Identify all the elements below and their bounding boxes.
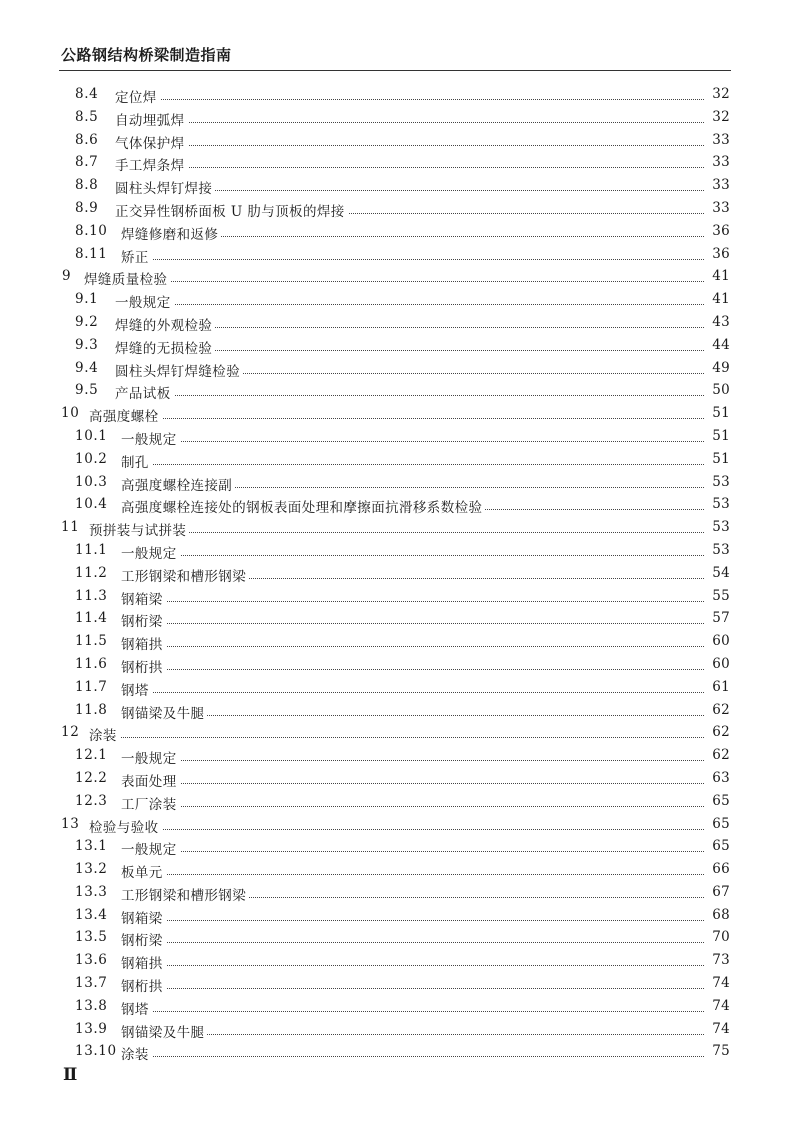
toc-section-entry[interactable] <box>0 790 790 813</box>
toc-entry-page: 74 <box>704 1021 730 1037</box>
toc-entry-title: 一般规定 <box>121 428 180 448</box>
toc-chapter-entry[interactable] <box>0 265 790 288</box>
toc-leader-dots <box>164 621 724 624</box>
toc-entry-title: 制孔 <box>121 451 152 471</box>
toc-entry-number: 8.5 <box>75 108 99 125</box>
toc-entry-number: 8.8 <box>75 177 99 194</box>
toc-entry-number: 13.2 <box>75 861 108 878</box>
running-header <box>59 40 731 71</box>
toc-entry-number: 13.7 <box>75 975 108 992</box>
toc-chapter-entry[interactable] <box>0 721 790 744</box>
toc-leader-dots <box>164 986 724 989</box>
toc-entry-title: 气体保护焊 <box>115 132 188 152</box>
toc-entry-number: 8.6 <box>75 131 99 148</box>
toc-entry-number: 10.2 <box>75 450 108 467</box>
toc-section-entry[interactable] <box>0 835 790 858</box>
toc-section-entry[interactable] <box>0 949 790 972</box>
toc-entry-number: 10 <box>61 405 80 422</box>
toc-entry-title: 手工焊条焊 <box>115 154 188 174</box>
toc-section-entry[interactable] <box>0 767 790 790</box>
toc-section-entry[interactable] <box>0 129 790 152</box>
toc-entry-title: 焊缝修磨和返修 <box>121 223 221 243</box>
toc-entry-page: 36 <box>704 223 730 239</box>
toc-entry-title: 焊缝的无损检验 <box>115 337 215 357</box>
toc-entry-number: 11.7 <box>75 678 108 695</box>
book-title: 公路钢结构桥梁制造指南 <box>61 46 232 64</box>
toc-entry-number: 9.4 <box>75 359 99 376</box>
toc-entry-number: 11.6 <box>75 655 108 672</box>
toc-entry-title: 自动埋弧焊 <box>115 109 188 129</box>
toc-entry-page: 66 <box>704 861 730 877</box>
toc-entry-page: 41 <box>704 268 730 284</box>
toc-leader-dots <box>178 439 724 442</box>
toc-leader-dots <box>213 348 724 351</box>
toc-section-entry[interactable] <box>0 425 790 448</box>
toc-entry-number: 13.8 <box>75 997 108 1014</box>
toc-entry-title: 定位焊 <box>115 86 160 106</box>
toc-leader-dots <box>150 257 724 260</box>
toc-leader-dots <box>186 120 724 123</box>
toc-entry-page: 62 <box>704 724 730 740</box>
toc-leader-dots <box>346 211 724 214</box>
toc-entry-page: 65 <box>704 793 730 809</box>
toc-entry-page: 74 <box>704 998 730 1014</box>
toc-chapter-entry[interactable] <box>0 402 790 425</box>
toc-entry-title: 工厂涂装 <box>121 793 180 813</box>
toc-entry-title: 钢塔 <box>121 998 152 1018</box>
toc-entry-number: 13.5 <box>75 929 108 946</box>
toc-leader-dots <box>164 644 724 647</box>
toc-leader-dots <box>150 690 724 693</box>
toc-entry-title: 矫正 <box>121 246 152 266</box>
toc-entry-page: 51 <box>704 405 730 421</box>
toc-entry-number: 12.3 <box>75 792 108 809</box>
toc-leader-dots <box>160 416 724 419</box>
toc-entry-title: 涂装 <box>89 724 120 744</box>
toc-entry-title: 产品试板 <box>115 382 174 402</box>
toc-entry-page: 65 <box>704 816 730 832</box>
toc-entry-number: 10.1 <box>75 427 108 444</box>
toc-leader-dots <box>172 302 724 305</box>
toc-entry-page: 70 <box>704 929 730 945</box>
toc-entry-page: 63 <box>704 770 730 786</box>
toc-leader-dots <box>233 485 724 488</box>
toc-section-entry[interactable] <box>0 334 790 357</box>
toc-leader-dots <box>164 963 724 966</box>
toc-entry-page: 62 <box>704 702 730 718</box>
toc-chapter-entry[interactable] <box>0 516 790 539</box>
toc-entry-page: 33 <box>704 177 730 193</box>
toc-section-entry[interactable] <box>0 493 790 516</box>
toc-entry-title: 钢桁拱 <box>121 656 166 676</box>
toc-entry-number: 13.4 <box>75 906 108 923</box>
toc-entry-number: 13.10 <box>75 1043 117 1060</box>
toc-section-entry[interactable] <box>0 630 790 653</box>
toc-section-entry[interactable] <box>0 744 790 767</box>
toc-leader-dots <box>241 371 724 374</box>
toc-entry-page: 49 <box>704 360 730 376</box>
toc-leader-dots <box>150 462 724 465</box>
toc-entry-number: 9.5 <box>75 382 99 399</box>
toc-section-entry[interactable] <box>0 471 790 494</box>
toc-entry-page: 68 <box>704 907 730 923</box>
toc-entry-title: 预拼装与试拼装 <box>89 519 189 539</box>
toc-entry-number: 8.4 <box>75 86 99 102</box>
toc-leader-dots <box>186 165 724 168</box>
toc-leader-dots <box>164 940 724 943</box>
toc-entry-page: 57 <box>704 610 730 626</box>
toc-entry-page: 32 <box>704 109 730 125</box>
toc-section-entry[interactable] <box>0 151 790 174</box>
toc-entry-page: 73 <box>704 952 730 968</box>
toc-entry-page: 51 <box>704 428 730 444</box>
table-of-contents <box>0 83 790 1063</box>
toc-entry-page: 60 <box>704 633 730 649</box>
toc-entry-number: 9.2 <box>75 313 99 330</box>
toc-leader-dots <box>205 713 724 716</box>
toc-entry-number: 8.10 <box>75 222 108 239</box>
toc-section-entry[interactable] <box>0 311 790 334</box>
toc-entry-number: 11.5 <box>75 633 108 650</box>
toc-section-entry[interactable] <box>0 858 790 881</box>
toc-leader-dots <box>178 804 724 807</box>
toc-leader-dots <box>213 188 724 191</box>
toc-entry-title: 钢箱拱 <box>121 633 166 653</box>
toc-section-entry[interactable] <box>0 653 790 676</box>
toc-entry-page: 36 <box>704 246 730 262</box>
toc-entry-title: 板单元 <box>121 861 166 881</box>
toc-entry-title: 钢塔 <box>121 679 152 699</box>
toc-entry-title: 钢桁梁 <box>121 929 166 949</box>
toc-leader-dots <box>150 1009 724 1012</box>
toc-leader-dots <box>187 530 724 533</box>
toc-entry-number: 10.4 <box>75 496 108 513</box>
toc-section-entry[interactable] <box>0 448 790 471</box>
toc-section-entry[interactable] <box>0 881 790 904</box>
toc-leader-dots <box>158 97 724 100</box>
toc-entry-title: 钢桁梁 <box>121 610 166 630</box>
toc-entry-title: 钢锚梁及牛腿 <box>121 1021 207 1041</box>
toc-section-entry[interactable] <box>0 585 790 608</box>
toc-leader-dots <box>118 735 724 738</box>
toc-entry-page: 41 <box>704 291 730 307</box>
toc-chapter-entry[interactable] <box>0 813 790 836</box>
toc-entry-title: 高强度螺栓 <box>89 405 162 425</box>
toc-entry-title: 工形钢梁和槽形钢梁 <box>121 565 249 585</box>
toc-section-entry[interactable] <box>0 676 790 699</box>
toc-entry-number: 11.1 <box>75 541 108 558</box>
toc-section-entry[interactable] <box>0 562 790 585</box>
toc-section-entry[interactable] <box>0 379 790 402</box>
toc-entry-title: 钢箱梁 <box>121 588 166 608</box>
toc-section-entry[interactable] <box>0 106 790 129</box>
toc-entry-number: 11.2 <box>75 564 108 581</box>
toc-entry-title: 钢锚梁及牛腿 <box>121 702 207 722</box>
toc-section-entry[interactable] <box>0 288 790 311</box>
toc-leader-dots <box>164 599 724 602</box>
toc-entry-number: 9.1 <box>75 291 99 308</box>
toc-entry-page: 44 <box>704 337 730 353</box>
toc-entry-page: 33 <box>704 154 730 170</box>
toc-entry-number: 13 <box>61 815 80 832</box>
toc-leader-dots <box>164 872 724 875</box>
toc-entry-number: 8.11 <box>75 245 108 262</box>
toc-entry-title: 焊缝质量检验 <box>84 268 170 288</box>
toc-entry-page: 74 <box>704 975 730 991</box>
toc-entry-page: 67 <box>704 884 730 900</box>
toc-entry-number: 13.9 <box>75 1020 108 1037</box>
toc-section-entry[interactable] <box>0 174 790 197</box>
toc-leader-dots <box>150 1054 724 1057</box>
toc-section-entry[interactable] <box>0 607 790 630</box>
toc-entry-title: 一般规定 <box>121 542 180 562</box>
toc-entry-number: 11.3 <box>75 587 108 604</box>
toc-section-entry[interactable] <box>0 243 790 266</box>
toc-entry-title: 高强度螺栓连接副 <box>121 474 235 494</box>
toc-entry-page: 53 <box>704 519 730 535</box>
toc-entry-title: 一般规定 <box>115 291 174 311</box>
toc-leader-dots <box>178 758 724 761</box>
toc-entry-title: 涂装 <box>121 1043 152 1063</box>
toc-entry-page: 75 <box>704 1043 730 1059</box>
toc-entry-page: 60 <box>704 656 730 672</box>
toc-section-entry[interactable] <box>0 1018 790 1041</box>
toc-entry-page: 55 <box>704 588 730 604</box>
toc-section-entry[interactable] <box>0 904 790 927</box>
toc-leader-dots <box>172 393 724 396</box>
toc-entry-number: 11.4 <box>75 610 108 627</box>
toc-entry-page: 33 <box>704 132 730 148</box>
toc-entry-number: 11 <box>61 519 80 536</box>
toc-section-entry[interactable] <box>0 220 790 243</box>
toc-leader-dots <box>178 849 724 852</box>
toc-section-entry[interactable] <box>0 539 790 562</box>
toc-entry-title: 钢箱梁 <box>121 907 166 927</box>
toc-entry-title: 一般规定 <box>121 747 180 767</box>
toc-entry-title: 圆柱头焊钉焊接 <box>115 177 215 197</box>
toc-section-entry[interactable] <box>0 972 790 995</box>
page-number-roman: Ⅱ <box>63 1065 78 1085</box>
toc-section-entry[interactable] <box>0 926 790 949</box>
toc-entry-title: 一般规定 <box>121 838 180 858</box>
toc-entry-page: 65 <box>704 838 730 854</box>
toc-entry-page: 32 <box>704 86 730 102</box>
toc-entry-page: 43 <box>704 314 730 330</box>
toc-entry-page: 53 <box>704 496 730 512</box>
toc-leader-dots <box>247 895 724 898</box>
toc-entry-page: 53 <box>704 474 730 490</box>
toc-leader-dots <box>247 576 724 579</box>
toc-section-entry[interactable] <box>0 699 790 722</box>
toc-leader-dots <box>178 781 724 784</box>
toc-leader-dots <box>205 1032 724 1035</box>
toc-entry-title: 钢桁拱 <box>121 975 166 995</box>
toc-entry-page: 33 <box>704 200 730 216</box>
toc-entry-number: 12.1 <box>75 747 108 764</box>
toc-entry-number: 13.6 <box>75 952 108 969</box>
toc-entry-page: 54 <box>704 565 730 581</box>
toc-section-entry[interactable] <box>0 83 790 106</box>
toc-entry-number: 9 <box>62 268 72 285</box>
toc-entry-title: 高强度螺栓连接处的钢板表面处理和摩擦面抗滑移系数检验 <box>121 496 485 516</box>
toc-leader-dots <box>483 507 724 510</box>
toc-entry-page: 51 <box>704 451 730 467</box>
toc-entry-title: 表面处理 <box>121 770 180 790</box>
toc-entry-title: 检验与验收 <box>89 816 162 836</box>
toc-entry-number: 9.3 <box>75 336 99 353</box>
toc-section-entry[interactable] <box>0 197 790 220</box>
toc-leader-dots <box>219 234 724 237</box>
toc-entry-number: 11.8 <box>75 701 108 718</box>
toc-section-entry[interactable] <box>0 995 790 1018</box>
toc-entry-title: 焊缝的外观检验 <box>115 314 215 334</box>
toc-leader-dots <box>168 279 724 282</box>
toc-entry-number: 12 <box>61 724 80 741</box>
toc-leader-dots <box>178 553 724 556</box>
toc-entry-page: 62 <box>704 747 730 763</box>
toc-leader-dots <box>164 918 724 921</box>
toc-entry-number: 8.7 <box>75 154 99 171</box>
toc-leader-dots <box>160 827 724 830</box>
toc-leader-dots <box>164 667 724 670</box>
toc-entry-title: 钢箱拱 <box>121 952 166 972</box>
toc-entry-title: 圆柱头焊钉焊缝检验 <box>115 360 243 380</box>
toc-entry-title: 正交异性钢桥面板 U 肋与顶板的焊接 <box>115 200 348 220</box>
toc-entry-number: 13.3 <box>75 883 108 900</box>
toc-entry-number: 10.3 <box>75 473 108 490</box>
toc-entry-page: 50 <box>704 382 730 398</box>
toc-entry-number: 12.2 <box>75 769 108 786</box>
toc-section-entry[interactable] <box>0 357 790 380</box>
toc-entry-title: 工形钢梁和槽形钢梁 <box>121 884 249 904</box>
toc-entry-page: 53 <box>704 542 730 558</box>
toc-section-entry[interactable] <box>0 1040 790 1063</box>
toc-entry-number: 8.9 <box>75 199 99 216</box>
toc-entry-page: 61 <box>704 679 730 695</box>
toc-leader-dots <box>213 325 724 328</box>
toc-entry-number: 13.1 <box>75 838 108 855</box>
toc-leader-dots <box>186 143 724 146</box>
